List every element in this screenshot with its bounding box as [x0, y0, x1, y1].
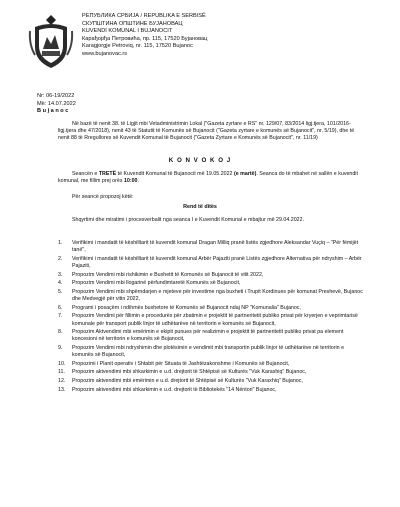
- agenda-item-text: Propozim Aktvendimi mbi emërimin e ekipit punues për realizimin e projektit të partneritetit publiko privat pa element koncesioni në territorin e komunës së Bujanocit,: [72, 329, 344, 343]
- document-place: B u j a n o c: [37, 108, 69, 115]
- document-meta: [37, 93, 76, 116]
- agenda-item-number: 4.: [58, 280, 63, 287]
- document-date: Më: 14.07.2022: [37, 100, 76, 107]
- proposal-line: Për seancë propozoj këtë:: [72, 194, 134, 200]
- agenda-item-text: Propozim Vendimi për fillimin e procedurës për zbatimin e projektit të partneritetit publiko privat për kryerjen e veprimtarisë komunale për transport publik linjor të udhëtarëve në territorin e komunës së Bujanocit,: [72, 313, 358, 327]
- agenda-item-text: Programi i posaçëm i ndihmës buxhetore të Komunës së Bujanocit ndaj NP "Komunalia" Bujanoc,: [72, 304, 301, 311]
- agenda-heading: Rend të ditës: [183, 204, 217, 210]
- agenda-item-text: Propozim Vendimi mbi rishikimin e Buxhetit të Komunës së Bujanocit të vitit 2022,: [72, 271, 264, 278]
- session-time: 10:00: [123, 178, 138, 185]
- agenda-item: [58, 280, 363, 287]
- agenda-list: [58, 240, 363, 396]
- agenda-item-number: 11.: [58, 369, 65, 376]
- agenda-item-text: Propozim Vendimi mbi shpërndarjen e mjeteve për investime nga buxheti i Trupit Kordinues për komunat Preshevë, Bujanoc dhe Medvegjë për vitin 2022,: [72, 288, 363, 303]
- agenda-item-text: Propozim aktvendimi mbi shkarkimin e u.d. drejtorit të Bibliotekës "14 Nëntori" Bujanoc,: [72, 386, 277, 393]
- agenda-item: [58, 378, 363, 385]
- session-announcement: [58, 171, 358, 185]
- letterhead-line: Karagjorgje Petroviq, nr. 115, 17520 Bujanoc: [82, 43, 193, 50]
- letterhead-line: РЕПУБЛИКА СРБИЈА / REPUBLIKA E SERBISË: [82, 13, 206, 19]
- session-text-pre: Seancën e: [72, 171, 99, 177]
- agenda-item-number: 9.: [58, 344, 63, 351]
- agenda-item-number: 7.: [58, 313, 63, 320]
- document-number: Nr: 06-19/2022: [37, 93, 75, 99]
- agenda-item-text: Propozim aktvendimi mbi shkarkimin e u.d. drejtorit të Shtëpisë së Kulturës "Vuk Karaxhiq" Bujanoc,: [72, 369, 307, 376]
- agenda-item: [58, 345, 363, 359]
- letterhead-line: СКУПШТИНА ОПШТИНЕ БУЈАНОВАЦ: [82, 20, 183, 27]
- agenda-item-number: 2.: [58, 255, 63, 262]
- agenda-item-number: 5.: [58, 288, 63, 295]
- agenda-item-number: 10.: [58, 360, 66, 367]
- agenda-item: [58, 305, 363, 312]
- agenda-item: [58, 369, 363, 376]
- agenda-item-number: 3.: [58, 271, 63, 278]
- agenda-item-text: Verifikimi i mandatit të këshilltarit të kuvendit komunal Arbër Pajaziti pranë Listës zgjedhore Alternativa për ndryshim – Arbër Pajaziti,: [72, 255, 362, 269]
- agenda-item: [58, 289, 363, 303]
- agenda-item-number: 8.: [58, 329, 63, 336]
- agenda-item: [58, 329, 363, 343]
- agenda-item-number: 12.: [58, 378, 66, 385]
- agenda-item-text: Propozim aktvendimi mbi emërimin e u.d. drejtorit të Shtëpisë së Kulturës "Vuk Karaxhiq" Bujanoc,: [72, 378, 303, 385]
- document-title: K O N V O K O J: [168, 157, 232, 164]
- letterhead-website: www.bujanovac.rs: [82, 50, 128, 57]
- agenda-item-text: Verifikimi i mandatit të këshilltarit të kuvendit komunal Dragan Milliq pranë listës zgjedhore Aleksandar Vuçiq – "Për fëmijët tanë",: [72, 240, 359, 254]
- agenda-item-text: Propozim Vendimi mbi llogarinë përfundimtaretë Komunës së Bujanocit,: [72, 280, 241, 287]
- minutes-approval-paragraph: Shqyrtimi dhe miratimi i procesverbalit nga seanca I e Kuvendit Komunal e mbajtur më 29.04.2022.: [72, 217, 305, 223]
- agenda-item: [58, 272, 363, 279]
- agenda-item: [58, 361, 363, 368]
- agenda-item-text: Propozim Vendimi mbi ndryshimin dhe plotësimin e vendimit mbi transportin publik linjor të udhëtarëve në territorin e komunës së Bujanocit,: [72, 344, 345, 359]
- letterhead-line: KUVENDI KOMUNAL I BUJANOCIT: [82, 28, 173, 35]
- agenda-item-number: 1.: [58, 240, 63, 246]
- agenda-item: [58, 256, 363, 270]
- session-text-end: .: [137, 178, 139, 185]
- session-text-post: . Seanca do të mbahet në sallën e kuvendit komunal, me fillim prej orës: [58, 171, 358, 185]
- letterhead-line: Карађорђа Петровића, пр. 115, 17520 Бујановац: [82, 35, 208, 42]
- session-ordinal: TRETË: [98, 171, 117, 177]
- agenda-item-number: 13.: [58, 386, 66, 393]
- agenda-item: [58, 387, 363, 394]
- session-text-mid: të Kuvendit Komunal të Bujanocit më 19.05.2022: [116, 171, 234, 177]
- agenda-item-text: Propozimi i Planit operativ i Shtabit për Situata të Jashtëzakonshme i Komunës së Bujanocit,: [72, 360, 290, 367]
- agenda-item: [58, 240, 363, 254]
- letterhead: [82, 13, 207, 59]
- legal-basis-paragraph: Në bazë të nenit 38. të Ligjit mbi Vetadministrimin Lokal ("Gazeta zyrtare e RS" nr. 129/07, 83/2014 ligj.tjera, 101/2016- ligj.tjera dhe 47/2018), nenit 43 të Statutit të Komunës së Bujanocit ("Gazeta zyrtare e komunës së Bujanocit", nr. 5/19), dhe të nenit 88 të Rregullores së Kuvendit Komunal të Bujanocit ("Gazeta Zyrtare e Komunës së Bujanocit", nr. 11/19): [58, 121, 355, 142]
- municipal-coat-of-arms-icon: [27, 11, 75, 71]
- session-weekday: (e martë): [233, 171, 257, 177]
- agenda-item: [58, 313, 363, 327]
- agenda-item-number: 6.: [58, 304, 63, 311]
